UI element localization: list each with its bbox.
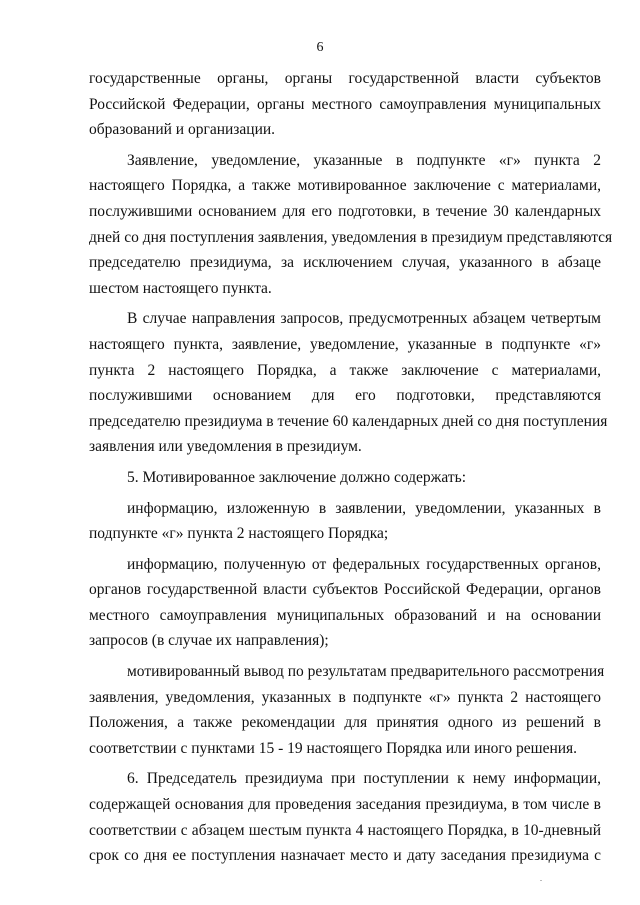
text-line: В случае направления запросов, предусмотренных абзацем четвертым: [127, 310, 601, 328]
page-number: 6: [316, 40, 324, 55]
text-line: пункта 2 настоящего Порядка, а также заключение с материалами,: [89, 361, 601, 379]
paragraph-continuation: [89, 66, 601, 143]
paragraph-item-5: [89, 465, 601, 491]
paragraph-item-5-received: [89, 552, 601, 654]
text-line: информацию, изложенную в заявлении, уведомлении, указанных в: [127, 499, 601, 517]
text-line: информацию, полученную от федеральных государственных органов,: [127, 555, 601, 573]
text-line: заявления, уведомления, указанных в подпункте «г» пункта 2 настоящего: [89, 688, 601, 706]
text-line: срок со дня ее поступления назначает место и дату заседания президиума с: [89, 847, 601, 865]
text-line: послужившими основанием для его подготовки, представляются: [89, 387, 601, 405]
text-line: 6. Председатель президиума при поступлении к нему информации,: [127, 770, 601, 788]
text-line: местного самоуправления муниципальных образований и на основании: [89, 606, 601, 624]
text-line: органов государственной власти субъектов Российской Федерации, органов: [89, 581, 601, 599]
text-line: содержащей основания для проведения заседания президиума, в том числе в: [89, 796, 601, 814]
paragraph-item-5-info: [89, 496, 601, 547]
text-line: шестом настоящего пункта.: [89, 279, 272, 297]
text-line: Российской Федерации, органы местного самоуправления муниципальных: [89, 95, 601, 113]
text-line: послужившими основанием для его подготовки, в течение 30 календарных: [89, 202, 601, 220]
paragraph-item-5-conclusion: [89, 659, 605, 761]
text-line: Положения, а также рекомендации для принятия одного из решений в: [89, 714, 601, 732]
text-line: мотивированный вывод по результатам предварительного рассмотрения: [127, 663, 605, 681]
text-line: соответствии с пунктами 15 - 19 настоящего Порядка или иного решения.: [89, 739, 578, 757]
text-line: образований и организации.: [89, 121, 276, 139]
text-line: председателю президиума в течение 60 календарных дней со дня поступления: [89, 412, 608, 430]
text-line: запросов (в случае их направления);: [89, 632, 329, 650]
text-line: дней со дня поступления заявления, уведомления в президиум представляются: [89, 228, 613, 246]
text-line: государственные органы, органы государственной власти субъектов: [89, 70, 601, 87]
text-line: заявления или уведомления в президиум.: [89, 438, 362, 456]
paragraph-statement-submission: [89, 148, 613, 302]
text-line: настоящего Порядка, а также мотивированное заключение с материалами,: [89, 177, 601, 195]
document-body: [89, 66, 613, 874]
text-line: Заявление, уведомление, указанные в подпункте «г» пункта 2: [127, 151, 601, 169]
text-line: настоящего пункта, заявление, уведомление, указанные в подпункте «г»: [89, 335, 601, 353]
paragraph-requests-case: [89, 306, 608, 460]
text-line: 5. Мотивированное заключение должно содержать:: [127, 468, 467, 486]
scan-speck: [540, 880, 542, 881]
paragraph-item-6: [89, 766, 601, 868]
text-line: соответствии с абзацем шестым пункта 4 настоящего Порядка, в 10-дневный: [89, 821, 601, 839]
text-line: подпункте «г» пункта 2 настоящего Порядка;: [89, 525, 389, 543]
text-line: председателю президиума, за исключением случая, указанного в абзаце: [89, 254, 601, 272]
